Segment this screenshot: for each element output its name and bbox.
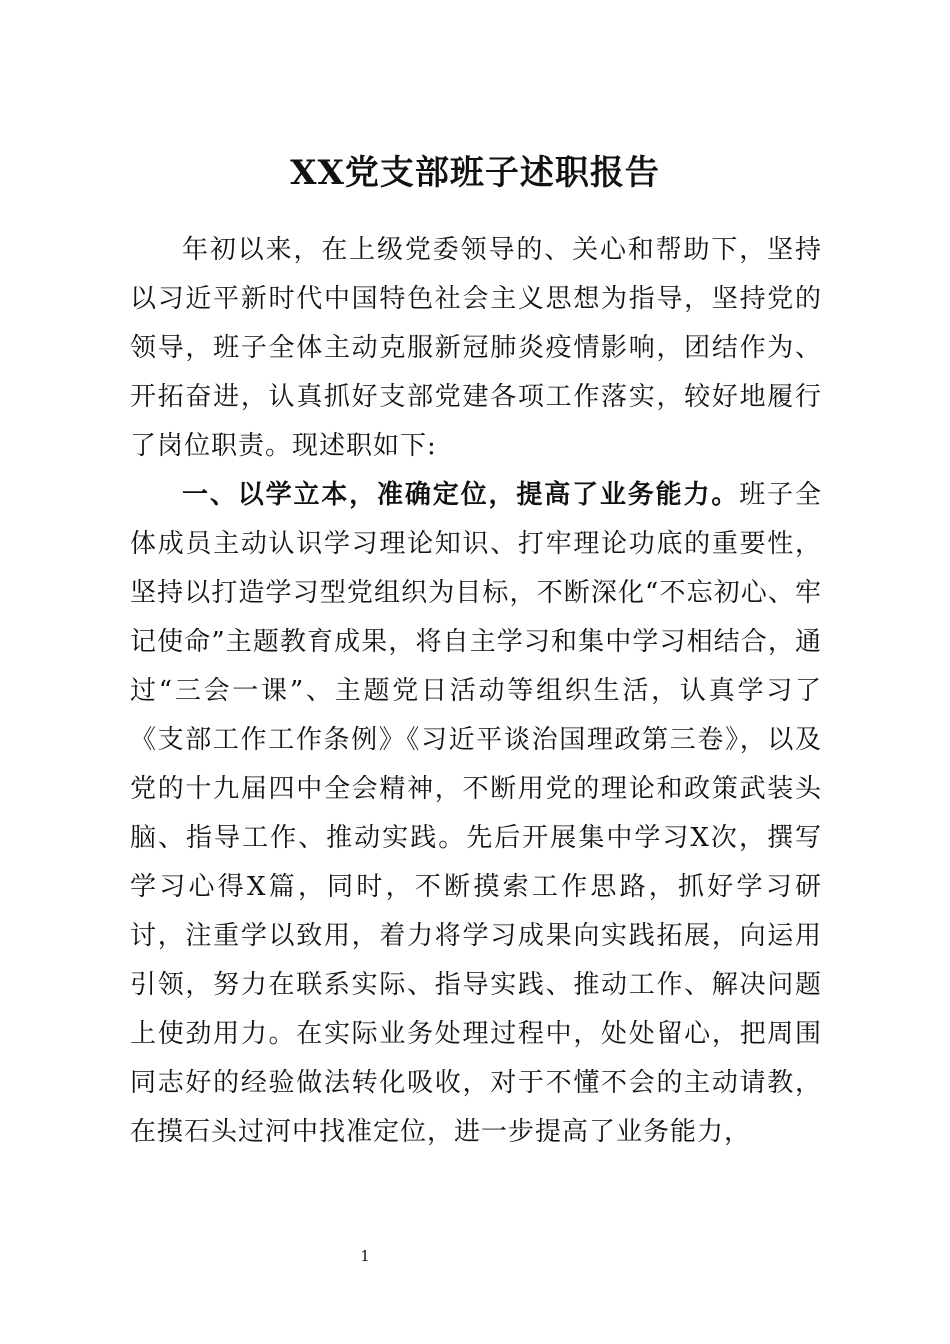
paragraph-section-one: [130, 471, 822, 1157]
page-number: 1: [360, 1247, 370, 1265]
document-body: [130, 226, 822, 1157]
section-one-heading: 一、以学立本，准确定位，提高了业务能力。: [182, 480, 740, 510]
paragraph-intro-text: 年初以来，在上级党委领导的、关心和帮助下，坚持以习近平新时代中国特色社会主义思想为指导，坚持党的领导，班子全体主动克服新冠肺炎疫情影响，团结作为、开拓奋进，认真抓好支部党建各项工作落实，较好地履行了岗位职责。现述职如下:: [130, 235, 822, 461]
document-title: XX党支部班子述职报告: [290, 153, 660, 193]
section-one-text: 班子全体成员主动认识学习理论知识、打牢理论功底的重要性，坚持以打造学习型党组织为目标，不断深化“不忘初心、牢记使命”主题教育成果，将自主学习和集中学习相结合，通过“三会一课”、主题党日活动等组织生活，认真学习了《支部工作工作条例》《习近平谈治国理政第三卷》，以及党的十九届四中全会精神，不断用党的理论和政策武装头脑、指导工作、推动实践。先后开展集中学习X次，撰写学习心得X篇，同时，不断摸索工作思路，抓好学习研讨，注重学以致用，着力将学习成果向实践拓展，向运用引领，努力在联系实际、指导实践、推动工作、解决问题上使劲用力。在实际业务处理过程中，处处留心，把周围同志好的经验做法转化吸收，对于不懂不会的主动请教，在摸石头过河中找准定位，进一步提高了业务能力，: [130, 480, 822, 1147]
paragraph-intro: [130, 226, 822, 471]
